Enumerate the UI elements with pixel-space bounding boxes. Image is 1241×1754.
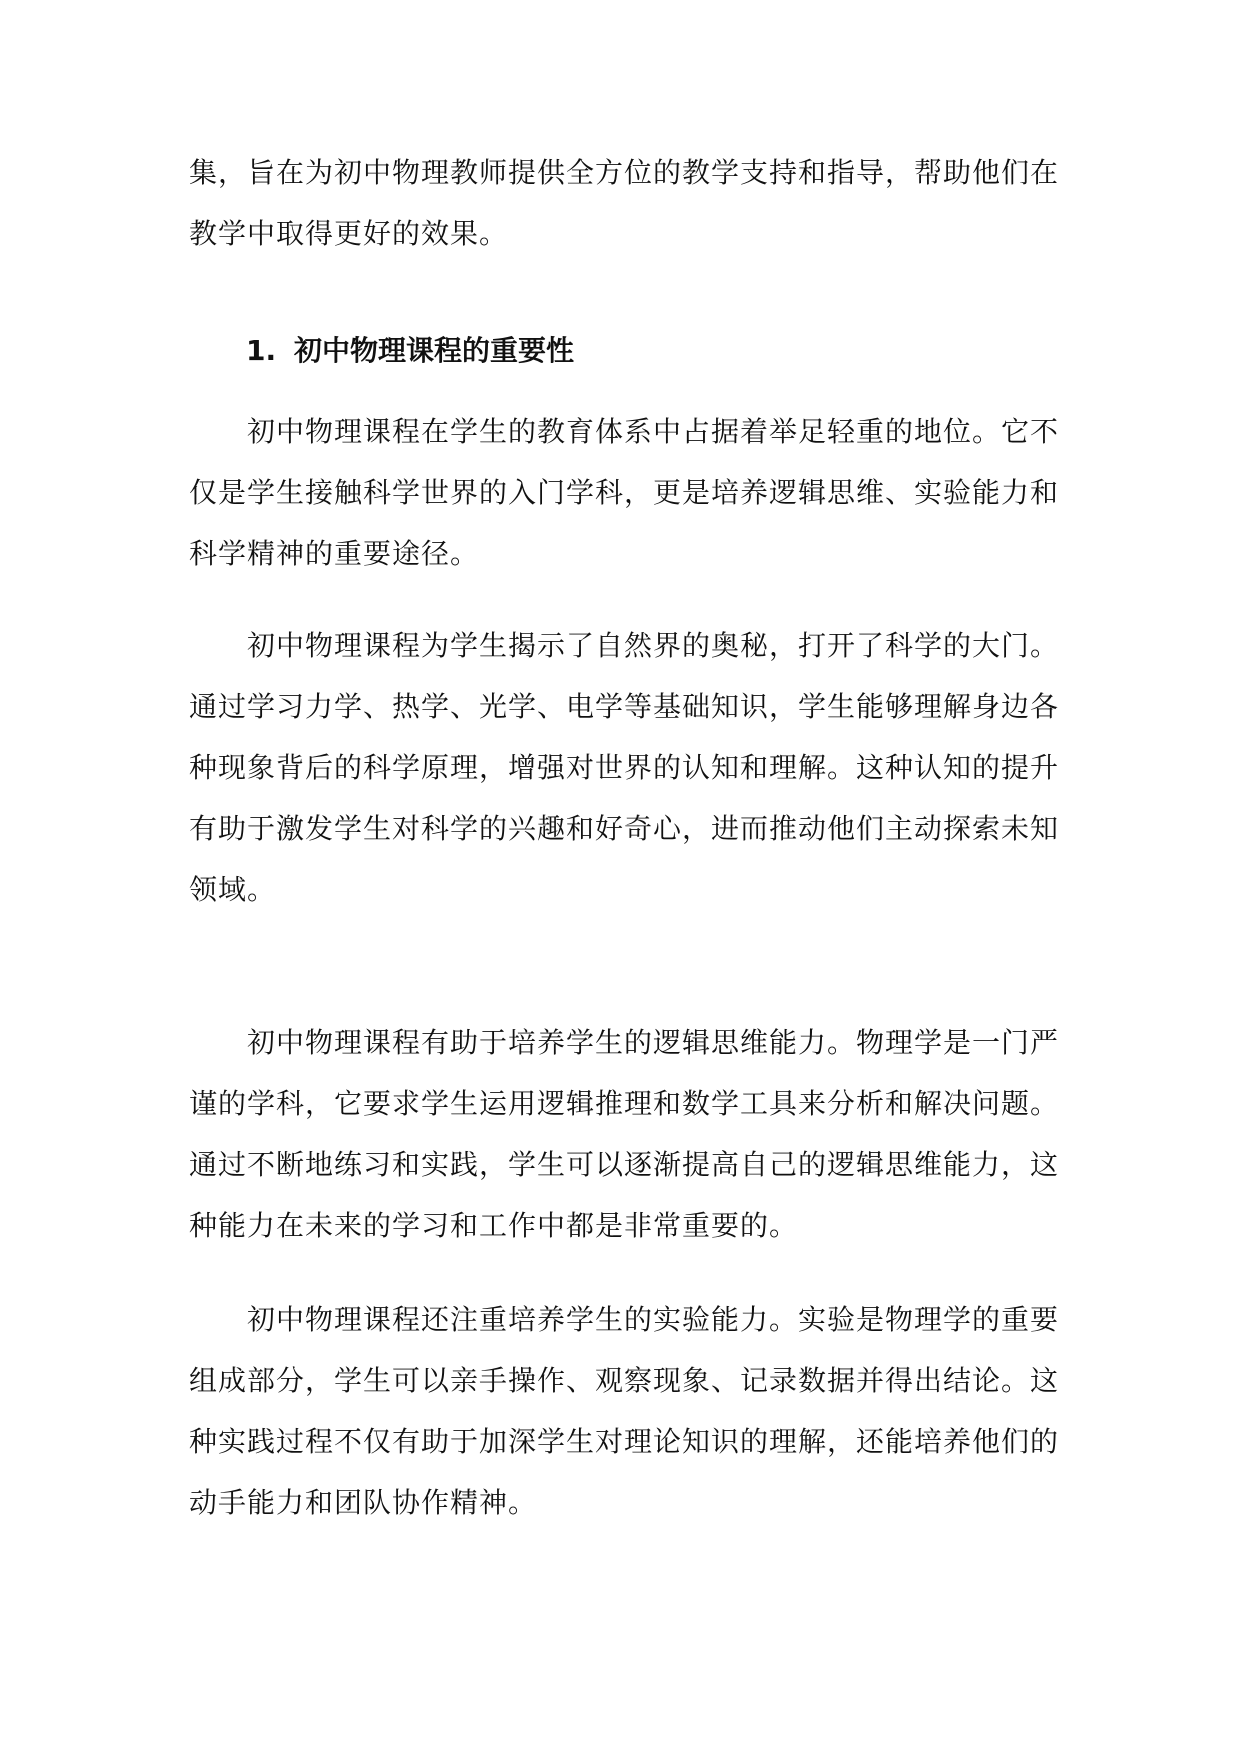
paragraph-logical-thinking: 初中物理课程有助于培养学生的逻辑思维能力。物理学是一门严 谨的学科，它要求学生运用逻辑推理和数学工具来分析和解决问题。 通过不断地练习和实践，学生可以逐渐提高自己的逻辑思维能力，这 种能力在未来的学习和工作中都是非常重要的。 (189, 1026, 1060, 1242)
paragraph-experiment-ability: 初中物理课程还注重培养学生的实验能力。实验是物理学的重要 组成部分，学生可以亲手操作、观察现象、记录数据并得出结论。这 种实践过程不仅有助于加深学生对理论知识的理解，还能培养他们的 动手能力和团队协作精神。 (189, 1303, 1060, 1519)
section-heading (246, 326, 1046, 376)
paragraph-importance: 初中物理课程在学生的教育体系中占据着举足轻重的地位。它不 仅是学生接触科学世界的入门学科，更是培养逻辑思维、实验能力和 科学精神的重要途径。 (189, 415, 1060, 570)
section-title: 初中物理课程的重要性 (294, 334, 575, 367)
intro-paragraph: 集，旨在为初中物理教师提供全方位的教学支持和指导，帮助他们在 教学中取得更好的效果。 (189, 156, 1060, 250)
paragraph-nature-secrets: 初中物理课程为学生揭示了自然界的奥秘，打开了科学的大门。 通过学习力学、热学、光学、电学等基础知识，学生能够理解身边各 种现象背后的科学原理，增强对世界的认知和理解。这种认知的提升 有助于激发学生对科学的兴趣和好奇心，进而推动他们主动探索未知 领域。 (189, 629, 1060, 906)
section-number: 1. (246, 334, 277, 367)
